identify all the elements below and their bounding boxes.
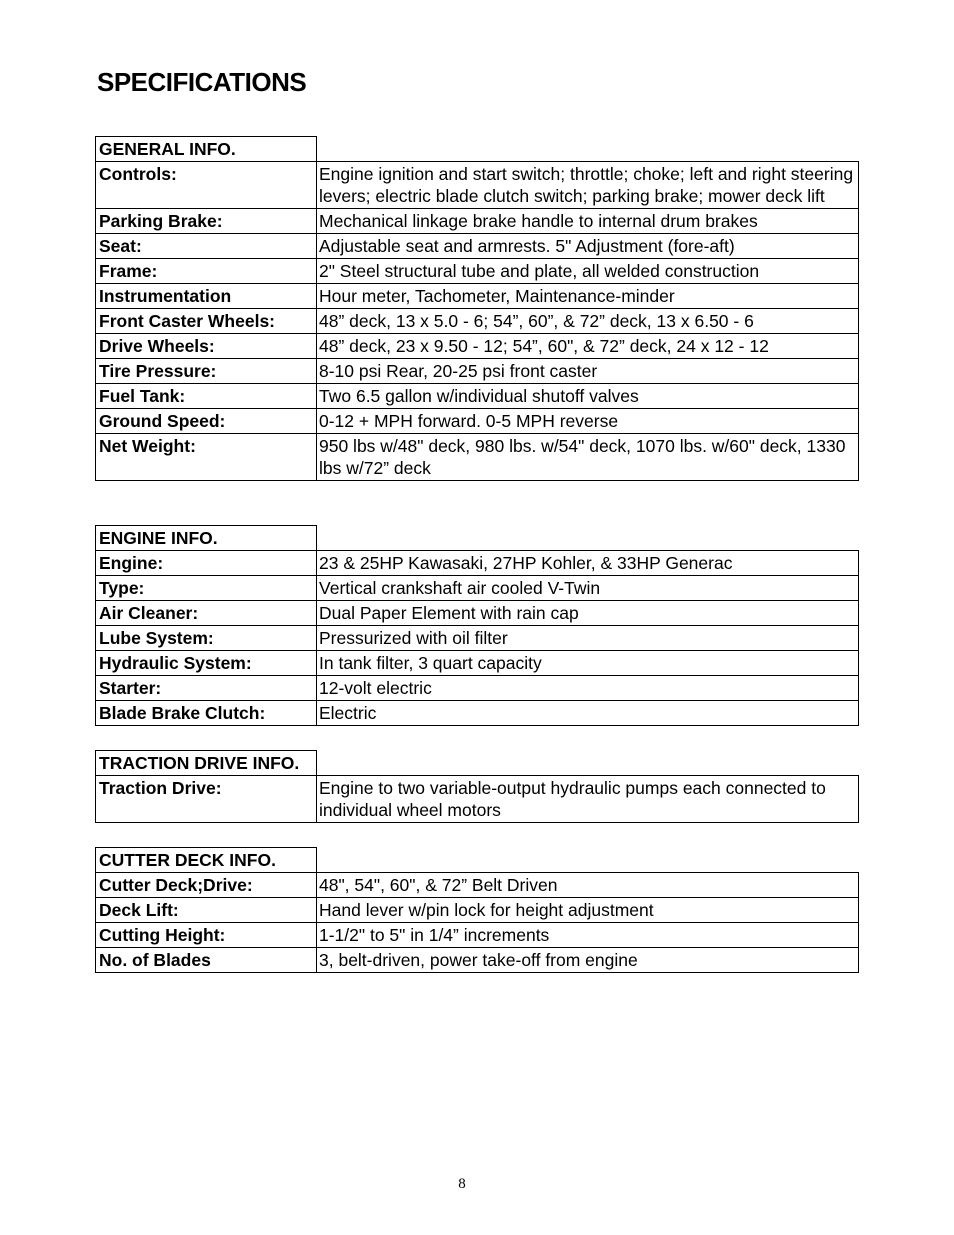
section-heading: ENGINE INFO. bbox=[96, 526, 317, 551]
section-header-row bbox=[96, 751, 859, 776]
spec-row bbox=[96, 162, 859, 209]
spec-value: 48” deck, 13 x 5.0 - 6; 54”, 60”, & 72” deck, 13 x 6.50 - 6 bbox=[317, 309, 859, 334]
spec-row bbox=[96, 234, 859, 259]
spec-row bbox=[96, 551, 859, 576]
spec-label: Ground Speed: bbox=[96, 409, 317, 434]
spec-label: Air Cleaner: bbox=[96, 601, 317, 626]
spec-row bbox=[96, 284, 859, 309]
spec-label: Starter: bbox=[96, 676, 317, 701]
traction-drive-info-table bbox=[95, 750, 859, 823]
spec-label: Hydraulic System: bbox=[96, 651, 317, 676]
spec-value: Electric bbox=[317, 701, 859, 726]
spec-label: No. of Blades bbox=[96, 948, 317, 973]
engine-info-table bbox=[95, 525, 859, 726]
spec-value: Adjustable seat and armrests. 5" Adjustment (fore-aft) bbox=[317, 234, 859, 259]
page-number: 8 bbox=[458, 1176, 466, 1192]
spec-label: Seat: bbox=[96, 234, 317, 259]
spec-value: Hand lever w/pin lock for height adjustment bbox=[317, 898, 859, 923]
spec-row bbox=[96, 384, 859, 409]
spec-row bbox=[96, 576, 859, 601]
spec-value: 0-12 + MPH forward. 0-5 MPH reverse bbox=[317, 409, 859, 434]
spec-label: Type: bbox=[96, 576, 317, 601]
spec-value: Vertical crankshaft air cooled V-Twin bbox=[317, 576, 859, 601]
spec-value: 48", 54", 60", & 72” Belt Driven bbox=[317, 873, 859, 898]
spec-value: Hour meter, Tachometer, Maintenance-minder bbox=[317, 284, 859, 309]
general-info-table bbox=[95, 136, 859, 481]
spec-value: 1-1/2" to 5" in 1/4” increments bbox=[317, 923, 859, 948]
spec-label: Controls: bbox=[96, 162, 317, 209]
spec-row bbox=[96, 923, 859, 948]
section-header-row bbox=[96, 526, 859, 551]
spec-value: 12-volt electric bbox=[317, 676, 859, 701]
spec-row bbox=[96, 409, 859, 434]
spec-label: Deck Lift: bbox=[96, 898, 317, 923]
section-heading: TRACTION DRIVE INFO. bbox=[96, 751, 317, 776]
spec-row bbox=[96, 334, 859, 359]
spec-value: Pressurized with oil filter bbox=[317, 626, 859, 651]
spec-value: 8-10 psi Rear, 20-25 psi front caster bbox=[317, 359, 859, 384]
spec-row bbox=[96, 434, 859, 481]
spec-label: Engine: bbox=[96, 551, 317, 576]
spec-value: Mechanical linkage brake handle to internal drum brakes bbox=[317, 209, 859, 234]
spec-label: Drive Wheels: bbox=[96, 334, 317, 359]
spec-row bbox=[96, 309, 859, 334]
spec-label: Tire Pressure: bbox=[96, 359, 317, 384]
spec-label: Net Weight: bbox=[96, 434, 317, 481]
spec-label: Fuel Tank: bbox=[96, 384, 317, 409]
spec-value: Engine ignition and start switch; throttle; choke; left and right steering levers; electric blade clutch switch; parking brake; mower deck lift bbox=[317, 162, 859, 209]
spec-row bbox=[96, 701, 859, 726]
spec-label: Traction Drive: bbox=[96, 776, 317, 823]
spec-value: 48” deck, 23 x 9.50 - 12; 54”, 60", & 72” deck, 24 x 12 - 12 bbox=[317, 334, 859, 359]
spec-row bbox=[96, 898, 859, 923]
spec-value: 950 lbs w/48" deck, 980 lbs. w/54" deck, 1070 lbs. w/60" deck, 1330 lbs w/72” deck bbox=[317, 434, 859, 481]
spec-row bbox=[96, 776, 859, 823]
spec-label: Parking Brake: bbox=[96, 209, 317, 234]
spec-row bbox=[96, 209, 859, 234]
spec-row bbox=[96, 873, 859, 898]
cutter-deck-info-table bbox=[95, 847, 859, 973]
spec-row bbox=[96, 259, 859, 284]
spec-value: Two 6.5 gallon w/individual shutoff valves bbox=[317, 384, 859, 409]
spec-value: In tank filter, 3 quart capacity bbox=[317, 651, 859, 676]
section-header-row bbox=[96, 137, 859, 162]
spec-row bbox=[96, 359, 859, 384]
spec-value: 23 & 25HP Kawasaki, 27HP Kohler, & 33HP Generac bbox=[317, 551, 859, 576]
spec-value: 3, belt-driven, power take-off from engine bbox=[317, 948, 859, 973]
section-heading: GENERAL INFO. bbox=[96, 137, 317, 162]
page-title: SPECIFICATIONS bbox=[97, 67, 307, 97]
spec-label: Cutting Height: bbox=[96, 923, 317, 948]
spec-row bbox=[96, 676, 859, 701]
spec-label: Lube System: bbox=[96, 626, 317, 651]
spec-row bbox=[96, 948, 859, 973]
spec-row bbox=[96, 626, 859, 651]
spec-row bbox=[96, 601, 859, 626]
spec-label: Cutter Deck;Drive: bbox=[96, 873, 317, 898]
spec-label: Frame: bbox=[96, 259, 317, 284]
spec-value: Dual Paper Element with rain cap bbox=[317, 601, 859, 626]
spec-value: Engine to two variable-output hydraulic pumps each connected to individual wheel motors bbox=[317, 776, 859, 823]
spec-row bbox=[96, 651, 859, 676]
spec-label: Blade Brake Clutch: bbox=[96, 701, 317, 726]
section-header-row bbox=[96, 848, 859, 873]
spec-label: Instrumentation bbox=[96, 284, 317, 309]
section-heading: CUTTER DECK INFO. bbox=[96, 848, 317, 873]
spec-value: 2" Steel structural tube and plate, all welded construction bbox=[317, 259, 859, 284]
spec-label: Front Caster Wheels: bbox=[96, 309, 317, 334]
